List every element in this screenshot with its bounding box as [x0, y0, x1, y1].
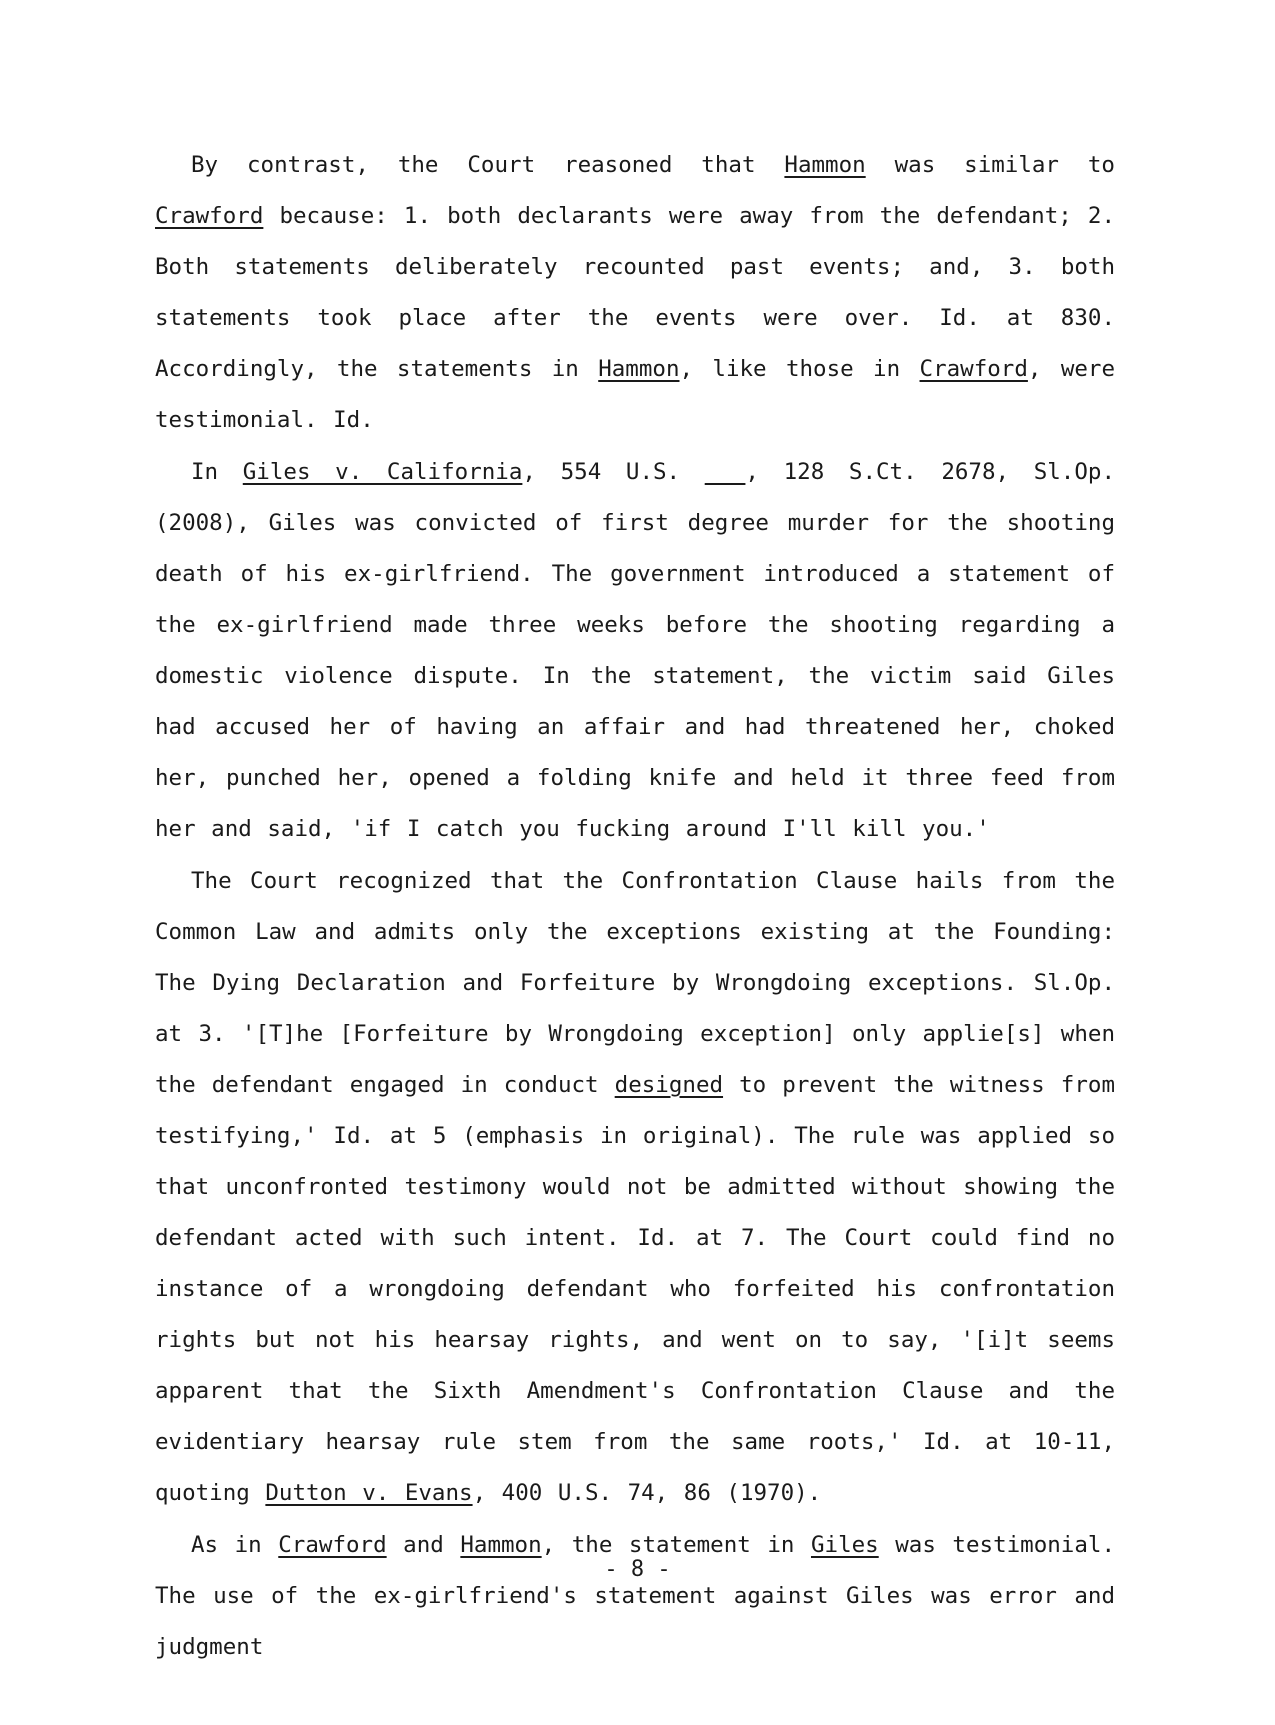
case-name-crawford: Crawford [919, 356, 1028, 382]
body-text [155, 140, 1115, 1673]
text-run: , like those in [679, 356, 920, 382]
text-run: was testimonial. The use of the ex-girlfriend's statement against Giles was error and judgment [155, 1532, 1115, 1660]
blank-page-cite: ___ [704, 459, 746, 485]
case-name-dutton-v-evans: Dutton v. Evans [265, 1480, 473, 1506]
text-run: The Court recognized that the Confrontation Clause hails from the Common Law and admits only the exceptions existing at the Founding: The Dying Declaration and Forfeiture by Wrongdoing exceptions. Sl.Op. at 3. '[T]he [Forfeiture by Wrongdoing exception] only applie[s] when the defendant engaged in conduct [155, 868, 1115, 1098]
text-run: , were testimonial. Id. [155, 356, 1116, 433]
text-run: was similar to [865, 152, 1115, 178]
text-run: , 400 U.S. 74, 86 (1970). [472, 1480, 822, 1506]
case-name-hammon: Hammon [598, 356, 680, 382]
case-name-giles-v-california: Giles v. California [242, 459, 523, 485]
case-name-hammon: Hammon [784, 152, 866, 178]
paragraph [155, 447, 1115, 855]
text-run: because: 1. both declarants were away from the defendant; 2. Both statements deliberately recounted past events; and, 3. both statements took place after the events were over. Id. at 830. Accordingly, the statements in [155, 203, 1115, 382]
text-run: , the statement in [541, 1532, 811, 1558]
case-name-hammon: Hammon [460, 1532, 542, 1558]
text-run: As in [191, 1532, 279, 1558]
paragraph [155, 1520, 1115, 1673]
text-run: In [191, 459, 243, 485]
text-run: , 128 S.Ct. 2678, Sl.Op. (2008), Giles was convicted of first degree murder for the shooting death of his ex-girlfriend. The government introduced a statement of the ex-girlfriend made three weeks before the shooting regarding a domestic violence dispute. In the statement, the victim said Giles had accused her of having an affair and had threatened her, choked her, punched her, opened a folding knife and held it three feed from her and said, 'if I catch you fucking around I'll kill you.' [155, 459, 1115, 842]
case-name-crawford: Crawford [155, 203, 264, 229]
page-number: - 8 - [604, 1557, 671, 1582]
case-name-crawford: Crawford [278, 1532, 387, 1558]
case-name-giles: Giles [810, 1532, 879, 1558]
text-run: By contrast, the Court reasoned that [191, 152, 785, 178]
paragraph [155, 856, 1115, 1519]
paragraph [155, 140, 1115, 446]
text-run: to prevent the witness from testifying,' Id. at 5 (emphasis in original). The rule was applied so that unconfronted testimony would not be admitted without showing the defendant acted with such intent. Id. at 7. The Court could find no instance of a wrongdoing defendant who forfeited his confrontation rights but not his hearsay rights, and went on to say, '[i]t seems apparent that the Sixth Amendment's Confrontation Clause and the evidentiary hearsay rule stem from the same roots,' Id. at 10-11, quoting [155, 1072, 1115, 1506]
text-run: and [386, 1532, 461, 1558]
emphasis-designed: designed [614, 1072, 724, 1098]
text-run: , 554 U.S. [522, 459, 705, 485]
